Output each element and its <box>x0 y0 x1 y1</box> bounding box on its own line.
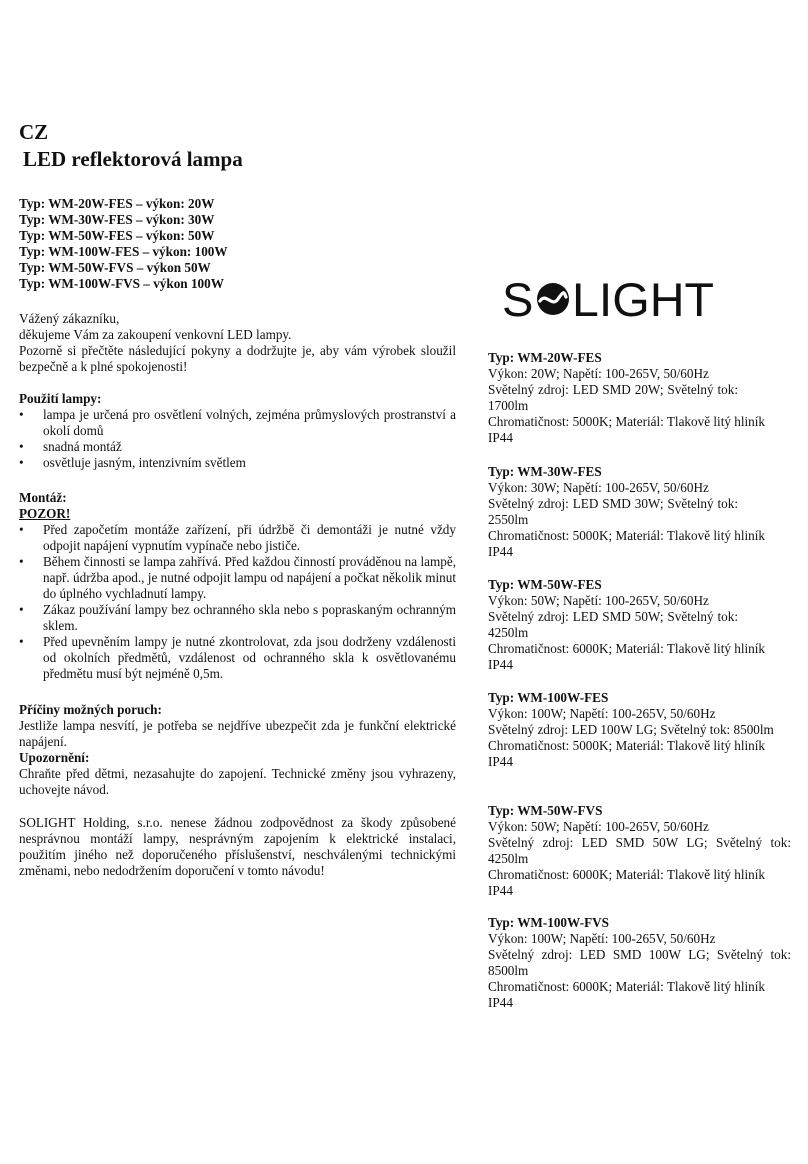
bullet-icon: • <box>19 455 24 470</box>
spec-line: Světelný zdroj: LED 100W LG; Světelný tok: 8500lm <box>488 722 774 737</box>
type-line: Typ: WM-50W-FES – výkon: 50W <box>19 228 215 243</box>
type-list <box>19 196 419 292</box>
greeting: Vážený zákazníku, <box>19 311 120 326</box>
type-line: Typ: WM-30W-FES – výkon: 30W <box>19 212 215 227</box>
spec-title: Typ: WM-30W-FES <box>488 464 602 479</box>
spec-block <box>488 690 791 770</box>
list-item: • Během činnosti se lampa zahřívá. Před každou činností prováděnou na lampě, např. údržba apod., je nutné odpojit lampu od napájení a počkat několik minut do úplného vychladnutí lampy. <box>19 554 456 601</box>
spec-title: Typ: WM-100W-FES <box>488 690 609 705</box>
spec-line: Výkon: 20W; Napětí: 100-265V, 50/60Hz <box>488 366 709 381</box>
spec-line: Světelný zdroj: LED SMD 30W; Světelný tok: 2550lm <box>488 496 738 527</box>
logo-text-left: S <box>502 273 534 326</box>
spec-line: Chromatičnost: 5000K; Materiál: Tlakově litý hliník IP44 <box>488 738 766 769</box>
usage-section <box>19 391 456 471</box>
mounting-warning: POZOR! <box>19 506 71 521</box>
mounting-heading: Montáž: <box>19 490 67 505</box>
type-line: Typ: WM-100W-FVS – výkon 100W <box>19 276 224 291</box>
spec-block <box>488 464 791 560</box>
language-code: CZ <box>19 120 49 144</box>
spec-title: Typ: WM-20W-FES <box>488 350 602 365</box>
spec-line: Výkon: 50W; Napětí: 100-265V, 50/60Hz <box>488 819 709 834</box>
intro-section <box>19 311 456 375</box>
usage-list <box>19 407 456 471</box>
bullet-icon: • <box>19 407 24 422</box>
list-item: • lampa je určená pro osvětlení volných, zejména průmyslových prostranství a okolí domů <box>19 407 456 438</box>
bullet-icon: • <box>19 522 24 537</box>
notice-text: Pozorně si přečtěte následující pokyny a dodržujte je, aby vám výrobek sloužil bezpečně a k plné spokojenosti! <box>19 343 456 374</box>
spec-block <box>488 577 791 673</box>
faults-section <box>19 702 456 798</box>
spec-line: Chromatičnost: 6000K; Materiál: Tlakově litý hliník IP44 <box>488 867 766 898</box>
list-item: • Před upevněním lampy je nutné zkontrolovat, zda jsou dodrženy vzdálenosti od okolních předmětů, vzdálenost od ochranného skla k osvětlovanému předmětu musí být nejméně 0,5m. <box>19 634 456 681</box>
type-line: Typ: WM-20W-FES – výkon: 20W <box>19 196 215 211</box>
spec-block <box>488 803 791 899</box>
mounting-list <box>19 522 456 682</box>
spec-line: Světelný zdroj: LED SMD 100W LG; Světelný tok: 8500lm <box>488 947 791 978</box>
spec-line: Světelný zdroj: LED SMD 50W; Světelný tok: 4250lm <box>488 609 738 640</box>
logo-circle-icon <box>537 283 569 315</box>
spec-block <box>488 915 791 1011</box>
document-title: LED reflektorová lampa <box>23 147 243 171</box>
usage-heading: Použití lampy: <box>19 391 102 406</box>
spec-line: Chromatičnost: 6000K; Materiál: Tlakově litý hliník IP44 <box>488 979 766 1010</box>
spec-title: Typ: WM-100W-FVS <box>488 915 610 930</box>
spec-line: Světelný zdroj: LED SMD 20W; Světelný tok: 1700lm <box>488 382 738 413</box>
faults-heading: Příčiny možných poruch: <box>19 702 162 717</box>
disclaimer: SOLIGHT Holding, s.r.o. nenese žádnou zodpovědnost za škody způsobené nesprávnou montáží lampy, nesprávným zapojením k elektrické instalaci, použitím jiného než doporučeného příslušenství, neschválenými technickými změnami, nebo nedodržením doporučení v tomto návodu! <box>19 815 456 878</box>
bullet-icon: • <box>19 439 24 454</box>
spec-line: Chromatičnost: 5000K; Materiál: Tlakově litý hliník IP44 <box>488 414 766 445</box>
faults-text: Jestliže lampa nesvítí, je potřeba se nejdříve ubezpečit zda je funkční elektrické napájení. <box>19 718 456 749</box>
list-item: • snadná montáž <box>19 439 122 454</box>
spec-block <box>488 350 791 446</box>
spec-title: Typ: WM-50W-FES <box>488 577 602 592</box>
warning-heading: Upozornění: <box>19 750 90 765</box>
spec-title: Typ: WM-50W-FVS <box>488 803 603 818</box>
spec-line: Výkon: 50W; Napětí: 100-265V, 50/60Hz <box>488 593 709 608</box>
list-item: • Zákaz používání lampy bez ochranného skla nebo s popraskaným ochranným sklem. <box>19 602 456 633</box>
warning-text: Chraňte před dětmi, nezasahujte do zapojení. Technické změny jsou vyhrazeny, uchovejte návod. <box>19 766 456 797</box>
solight-logo <box>502 270 717 326</box>
logo-text-right: LIGHT <box>572 273 714 326</box>
list-item: • osvětluje jasným, intenzivním světlem <box>19 455 246 470</box>
spec-line: Světelný zdroj: LED SMD 50W LG; Světelný tok: 4250lm <box>488 835 791 866</box>
thanks-text: děkujeme Vám za zakoupení venkovní LED lampy. <box>19 327 292 342</box>
spec-line: Výkon: 100W; Napětí: 100-265V, 50/60Hz <box>488 706 716 721</box>
spec-line: Výkon: 30W; Napětí: 100-265V, 50/60Hz <box>488 480 709 495</box>
mounting-section <box>19 490 456 682</box>
type-line: Typ: WM-50W-FVS – výkon 50W <box>19 260 211 275</box>
bullet-icon: • <box>19 602 24 617</box>
spec-line: Chromatičnost: 5000K; Materiál: Tlakově litý hliník IP44 <box>488 528 766 559</box>
bullet-icon: • <box>19 554 24 569</box>
spec-line: Chromatičnost: 6000K; Materiál: Tlakově litý hliník IP44 <box>488 641 766 672</box>
spec-line: Výkon: 100W; Napětí: 100-265V, 50/60Hz <box>488 931 716 946</box>
bullet-icon: • <box>19 634 24 649</box>
list-item: • Před započetím montáže zařízení, při údržbě či demontáži je nutné vždy odpojit napájení vypnutím vypínače nebo jističe. <box>19 522 456 553</box>
type-line: Typ: WM-100W-FES – výkon: 100W <box>19 244 228 259</box>
